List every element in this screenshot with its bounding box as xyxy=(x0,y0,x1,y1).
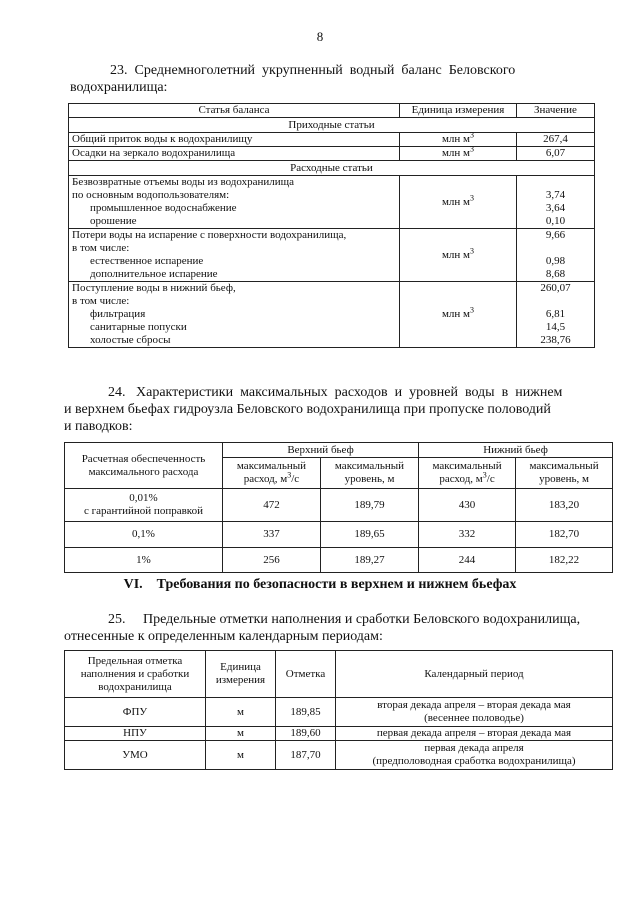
table-row xyxy=(65,727,613,741)
row-period: первая декада апреля – вторая декада мая xyxy=(336,727,613,741)
table-row xyxy=(65,698,613,727)
section-25-paragraph: 25. Предельные отметки наполнения и сработки Беловского водохранилища, отнесенные к определенным календарным периодам: xyxy=(64,612,581,644)
row-upper-flow: 337 xyxy=(223,522,321,548)
limit-marks-table xyxy=(64,650,613,770)
row-upper-level: 189,27 xyxy=(321,548,419,573)
row-unit: млн $м^3$ xyxy=(400,133,517,147)
table-row-group-downstream xyxy=(69,282,595,348)
section-6-title: Требования по безопасности в верхнем и нижнем бьефах xyxy=(156,577,517,592)
section-23-line1: 23. Среднемноголетний укрупненный водный баланс Беловского xyxy=(110,63,516,78)
row-name: НПУ xyxy=(65,727,206,741)
sub-header-level: максимальный уровень, м xyxy=(516,458,613,489)
table-row xyxy=(69,147,595,161)
col-header-unit: Единица измерения xyxy=(206,651,276,698)
row-upper-level: 189,65 xyxy=(321,522,419,548)
row-unit: м xyxy=(206,727,276,741)
row-probability: 1% xyxy=(65,548,223,573)
col-header-upper-pool: Верхний бьеф xyxy=(223,443,419,458)
section-23-heading xyxy=(70,62,580,96)
table-header-row xyxy=(69,104,595,118)
table-row xyxy=(65,522,613,548)
col-header-value: Значение xyxy=(517,104,595,118)
row-upper-flow: 472 xyxy=(223,489,321,522)
expense-section-row xyxy=(69,161,595,176)
section-24-paragraph: 24. Характеристики максимальных расходов и уровней воды в нижнем и верхнем бьефах гидроузла Беловского водохранилища при пропуске половодий и паводков: xyxy=(64,385,563,434)
row-unit: м xyxy=(206,698,276,727)
group-values: 9,66 0,98 8,68 xyxy=(517,229,595,282)
row-lower-level: 182,22 xyxy=(516,548,613,573)
row-value: 6,07 xyxy=(517,147,595,161)
row-unit: м xyxy=(206,741,276,770)
group-labels: Потери воды на испарение с поверхности водохранилища, в том числе: естественное испарение дополнительное испарение xyxy=(69,229,400,282)
col-header-mark: Отметка xyxy=(276,651,336,698)
water-balance-table xyxy=(68,103,595,348)
row-lower-level: 182,70 xyxy=(516,522,613,548)
group-labels: Поступление воды в нижний бьеф, в том числе: фильтрация санитарные попуски холостые сбросы xyxy=(69,282,400,348)
table-header-row xyxy=(65,443,613,458)
row-lower-flow: 430 xyxy=(419,489,516,522)
row-name: УМО xyxy=(65,741,206,770)
section-6-number: VI. xyxy=(123,577,143,592)
row-mark: 189,60 xyxy=(276,727,336,741)
section-23-line2: водохранилища: xyxy=(70,80,168,95)
expense-header: Расходные статьи xyxy=(69,161,595,176)
group-unit: млн $м^3$ xyxy=(400,176,517,229)
row-mark: 187,70 xyxy=(276,741,336,770)
sub-header-flow: максимальный расход, $м^3/с$ xyxy=(223,458,321,489)
row-lower-flow: 332 xyxy=(419,522,516,548)
table-row xyxy=(65,741,613,770)
col-header-lower-pool: Нижний бьеф xyxy=(419,443,613,458)
row-probability: 0,01% с гарантийной поправкой xyxy=(65,489,223,522)
table-row xyxy=(65,489,613,522)
sub-header-flow: максимальный расход, $м^3/с$ xyxy=(419,458,516,489)
row-lower-flow: 244 xyxy=(419,548,516,573)
col-header-probability: Расчетная обеспеченность максимального расхода xyxy=(65,443,223,489)
table-header-row xyxy=(65,651,613,698)
table-row xyxy=(65,548,613,573)
row-probability: 0,1% xyxy=(65,522,223,548)
table-row-group-evaporation xyxy=(69,229,595,282)
col-header-limit: Предельная отметка наполнения и сработки водохранилища xyxy=(65,651,206,698)
max-flows-table xyxy=(64,442,613,573)
income-section-row xyxy=(69,118,595,133)
income-header: Приходные статьи xyxy=(69,118,595,133)
group-labels: Безвозвратные отъемы воды из водохранилища по основным водопользователям: промышленное водоснабжение орошение xyxy=(69,176,400,229)
row-period: первая декада апреля (предполоводная сработка водохранилища) xyxy=(336,741,613,770)
col-header-unit: Единица измерения xyxy=(400,104,517,118)
row-label: Общий приток воды к водохранилищу xyxy=(69,133,400,147)
col-header-item: Статья баланса xyxy=(69,104,400,118)
sub-header-level: максимальный уровень, м xyxy=(321,458,419,489)
table-row-group-withdrawals xyxy=(69,176,595,229)
group-values: 3,74 3,64 0,10 xyxy=(517,176,595,229)
group-values: 260,07 6,81 14,5 238,76 xyxy=(517,282,595,348)
section-6-heading xyxy=(0,577,640,593)
row-period: вторая декада апреля – вторая декада мая (весеннее половодье) xyxy=(336,698,613,727)
group-unit: млн $м^3$ xyxy=(400,282,517,348)
row-name: ФПУ xyxy=(65,698,206,727)
row-lower-level: 183,20 xyxy=(516,489,613,522)
page-number: 8 xyxy=(316,29,324,44)
col-header-period: Календарный период xyxy=(336,651,613,698)
row-unit: млн $м^3$ xyxy=(400,147,517,161)
row-mark: 189,85 xyxy=(276,698,336,727)
row-value: 267,4 xyxy=(517,133,595,147)
row-upper-level: 189,79 xyxy=(321,489,419,522)
row-upper-flow: 256 xyxy=(223,548,321,573)
table-row xyxy=(69,133,595,147)
row-label: Осадки на зеркало водохранилища xyxy=(69,147,400,161)
group-unit: млн $м^3$ xyxy=(400,229,517,282)
